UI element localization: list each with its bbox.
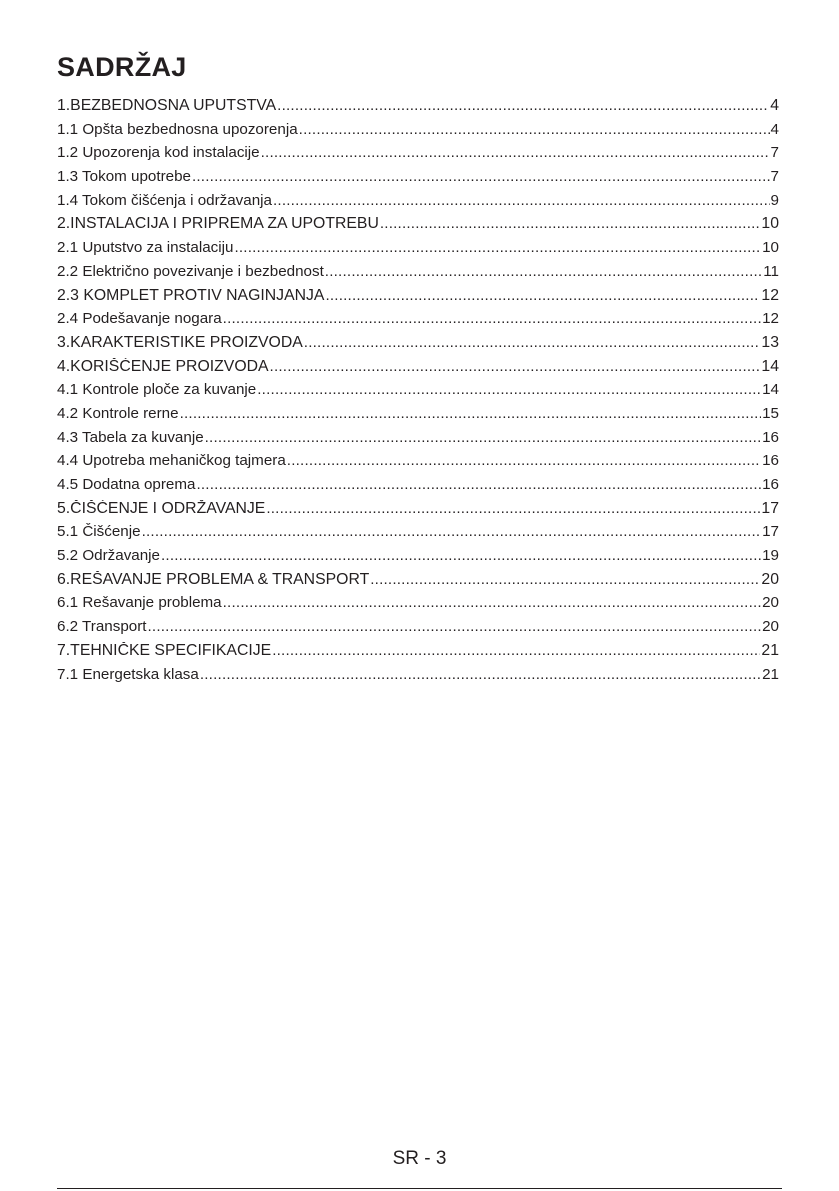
toc-entry-page: 20 <box>762 618 779 636</box>
toc-entry-label: 1.2 Upozorenja kod instalacije <box>57 144 260 162</box>
toc-entry[interactable] <box>57 287 779 311</box>
toc-dot-leader <box>325 287 760 304</box>
toc-dot-leader <box>223 594 761 611</box>
toc-entry-label: 4.1 Kontrole ploče za kuvanje <box>57 381 257 399</box>
toc-dot-leader <box>277 97 769 114</box>
toc-dot-leader <box>370 571 760 588</box>
toc-entry-label: 4.4 Upotreba mehaničkog tajmera <box>57 452 286 470</box>
toc-entry-label: 3.KARAKTERISTIKE PROIZVODA <box>57 333 303 351</box>
toc-entry-page: 9 <box>770 191 779 209</box>
toc-dot-leader <box>257 381 761 398</box>
toc-dot-leader <box>325 263 762 280</box>
toc-entry-label: 2.4 Podešavanje nogara <box>57 310 222 328</box>
toc-dot-leader <box>148 618 762 635</box>
toc-entry-label: 2.INSTALACIJA I PRIPREMA ZA UPOTREBU <box>57 215 379 233</box>
toc-entry-label: 2.3 KOMPLET PROTIV NAGINJANJA <box>57 286 325 304</box>
toc-dot-leader <box>192 168 770 185</box>
toc-entry-label: 1.BEZBEDNOSNA UPUTSTVA <box>57 97 277 114</box>
toc-entry[interactable] <box>57 571 779 595</box>
toc-entry[interactable] <box>57 666 779 690</box>
toc-dot-leader <box>180 405 762 422</box>
toc-dot-leader <box>234 239 761 256</box>
toc-entry-page: 4 <box>770 120 779 138</box>
toc-entry-label: 4.3 Tabela za kuvanje <box>57 428 204 446</box>
toc-dot-leader <box>299 121 770 138</box>
toc-entry-page: 16 <box>762 476 779 493</box>
toc-entry[interactable] <box>57 476 779 500</box>
toc-entry[interactable] <box>57 192 779 216</box>
toc-entry[interactable] <box>57 97 779 121</box>
toc-entry-page: 14 <box>761 357 779 375</box>
toc-entry-page: 16 <box>762 428 779 446</box>
toc-entry-label: 1.3 Tokom upotrebe <box>57 168 191 186</box>
toc-entry-page: 11 <box>763 262 779 280</box>
toc-entry-label: 5.ČIŠĆENJE I ODRŽAVANJE <box>57 499 266 517</box>
toc-entry-page: 15 <box>762 404 779 422</box>
toc-entry-page: 20 <box>762 594 779 612</box>
toc-entry-page: 19 <box>762 547 779 565</box>
toc-entry[interactable] <box>57 618 779 642</box>
toc-entry[interactable] <box>57 547 779 571</box>
toc-dot-leader <box>287 452 761 469</box>
toc-entry-page: 4 <box>770 97 779 114</box>
toc-entry[interactable] <box>57 168 779 192</box>
toc-entry-page: 17 <box>762 523 779 541</box>
page-number: SR - 3 <box>392 1148 447 1169</box>
toc-entry-page: 17 <box>761 499 779 517</box>
table-of-contents <box>57 97 779 689</box>
toc-entry-label: 7.1 Energetska klasa <box>57 665 199 683</box>
toc-entry-label: 1.4 Tokom čišćenja i održavanja <box>57 191 272 209</box>
toc-entry[interactable] <box>57 452 779 476</box>
toc-entry-page: 20 <box>761 570 779 588</box>
toc-dot-leader <box>205 429 761 446</box>
toc-dot-leader <box>261 144 770 161</box>
toc-entry-page: 10 <box>761 215 779 233</box>
toc-entry[interactable] <box>57 500 779 524</box>
toc-dot-leader <box>223 310 761 327</box>
toc-entry-label: 2.2 Električno povezivanje i bezbednost <box>57 262 324 280</box>
toc-entry[interactable] <box>57 239 779 263</box>
toc-entry[interactable] <box>57 358 779 382</box>
toc-entry-label: 6.1 Rešavanje problema <box>57 594 222 612</box>
toc-dot-leader <box>272 642 760 659</box>
toc-entry[interactable] <box>57 310 779 334</box>
toc-dot-leader <box>266 500 760 517</box>
toc-entry-label: 6.REŠAVANJE PROBLEMA & TRANSPORT <box>57 570 370 588</box>
toc-dot-leader <box>380 215 761 232</box>
toc-entry-page: 7 <box>770 144 779 162</box>
toc-dot-leader <box>200 666 761 683</box>
toc-entry-label: 6.2 Transport <box>57 618 147 636</box>
toc-entry[interactable] <box>57 642 779 666</box>
toc-entry-page: 10 <box>762 239 779 257</box>
toc-dot-leader <box>196 476 761 493</box>
toc-entry-page: 21 <box>761 641 779 659</box>
toc-entry-label: 5.2 Održavanje <box>57 547 160 565</box>
toc-dot-leader <box>270 358 761 375</box>
toc-entry[interactable] <box>57 334 779 358</box>
toc-entry-page: 12 <box>761 286 779 304</box>
toc-dot-leader <box>161 547 761 564</box>
toc-entry-page: 12 <box>762 310 779 328</box>
toc-entry-page: 14 <box>762 381 779 399</box>
toc-entry[interactable] <box>57 523 779 547</box>
toc-entry[interactable] <box>57 144 779 168</box>
toc-entry-label: 2.1 Uputstvo za instalaciju <box>57 239 234 257</box>
toc-entry[interactable] <box>57 381 779 405</box>
toc-dot-leader <box>142 523 762 540</box>
toc-entry-page: 7 <box>770 168 779 186</box>
toc-entry-page: 13 <box>761 333 779 351</box>
toc-entry-label: 4.2 Kontrole rerne <box>57 404 179 422</box>
toc-entry-label: 4.KORIŠĆENJE PROIZVODA <box>57 357 269 375</box>
toc-entry[interactable] <box>57 405 779 429</box>
toc-entry-page: 16 <box>762 452 779 470</box>
toc-entry-label: 4.5 Dodatna oprema <box>57 476 196 493</box>
toc-entry[interactable] <box>57 215 779 239</box>
toc-entry[interactable] <box>57 121 779 145</box>
toc-entry-label: 7.TEHNIČKE SPECIFIKACIJE <box>57 641 272 659</box>
toc-entry[interactable] <box>57 429 779 453</box>
toc-entry-label: 5.1 Čišćenje <box>57 523 141 541</box>
toc-entry[interactable] <box>57 263 779 287</box>
page-title: SADRŽAJ <box>57 52 187 82</box>
toc-entry-page: 21 <box>762 665 779 683</box>
toc-dot-leader <box>273 192 770 209</box>
toc-entry[interactable] <box>57 594 779 618</box>
toc-dot-leader <box>304 334 761 351</box>
footer-rule <box>57 1188 782 1189</box>
toc-entry-label: 1.1 Opšta bezbednosna upozorenja <box>57 120 298 138</box>
